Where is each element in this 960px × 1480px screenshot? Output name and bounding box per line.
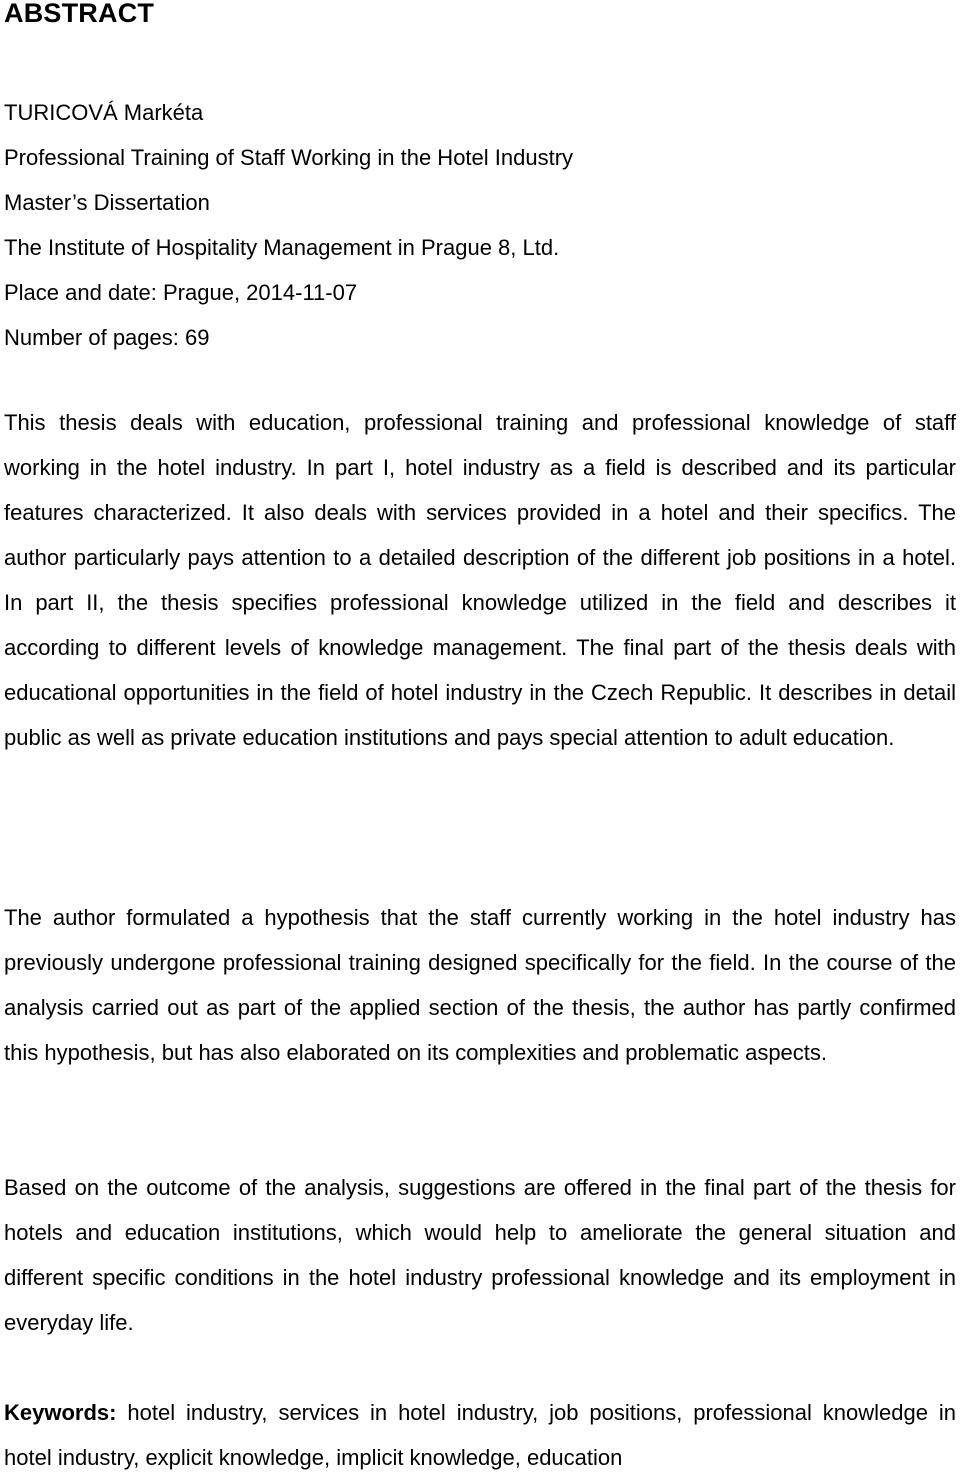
keywords-label: Keywords: bbox=[4, 1400, 117, 1425]
abstract-heading: ABSTRACT bbox=[4, 0, 155, 28]
abstract-paragraph-3: Based on the outcome of the analysis, suggestions are offered in the final part of the thesis for hotels and education institutions, which would help to ameliorate the general situation and different specific conditions in the hotel industry professional knowledge and its employment in everyday life. bbox=[4, 1175, 956, 1335]
page-count: Number of pages: 69 bbox=[4, 325, 210, 350]
keywords-paragraph bbox=[4, 1390, 956, 1480]
thesis-type: Master’s Dissertation bbox=[4, 190, 210, 215]
institution-name: The Institute of Hospitality Management in Prague 8, Ltd. bbox=[4, 235, 560, 260]
thesis-metadata bbox=[4, 90, 956, 360]
keywords-list: hotel industry, services in hotel industry, job positions, professional knowledge in hotel industry, explicit knowledge, implicit knowledge, education bbox=[4, 1400, 956, 1470]
author-name: TURICOVÁ Markéta bbox=[4, 100, 204, 125]
thesis-title: Professional Training of Staff Working in the Hotel Industry bbox=[4, 145, 574, 170]
abstract-paragraph-2: The author formulated a hypothesis that the staff currently working in the hotel industry has previously undergone professional training designed specifically for the field. In the course of the analysis carried out as part of the applied section of the thesis, the author has partly confirmed this hypothesis, but has also elaborated on its complexities and problematic aspects. bbox=[4, 905, 956, 1065]
abstract-paragraph-1: This thesis deals with education, professional training and professional knowledge of staff working in the hotel industry. In part I, hotel industry as a field is described and its particular features characterized. It also deals with services provided in a hotel and their specifics. The author particularly pays attention to a detailed description of the different job positions in a hotel. In part II, the thesis specifies professional knowledge utilized in the field and describes it according to different levels of knowledge management. The final part of the thesis deals with educational opportunities in the field of hotel industry in the Czech Republic. It describes in detail public as well as private education institutions and pays special attention to adult education. bbox=[4, 410, 956, 750]
place-and-date: Place and date: Prague, 2014-11-07 bbox=[4, 280, 358, 305]
